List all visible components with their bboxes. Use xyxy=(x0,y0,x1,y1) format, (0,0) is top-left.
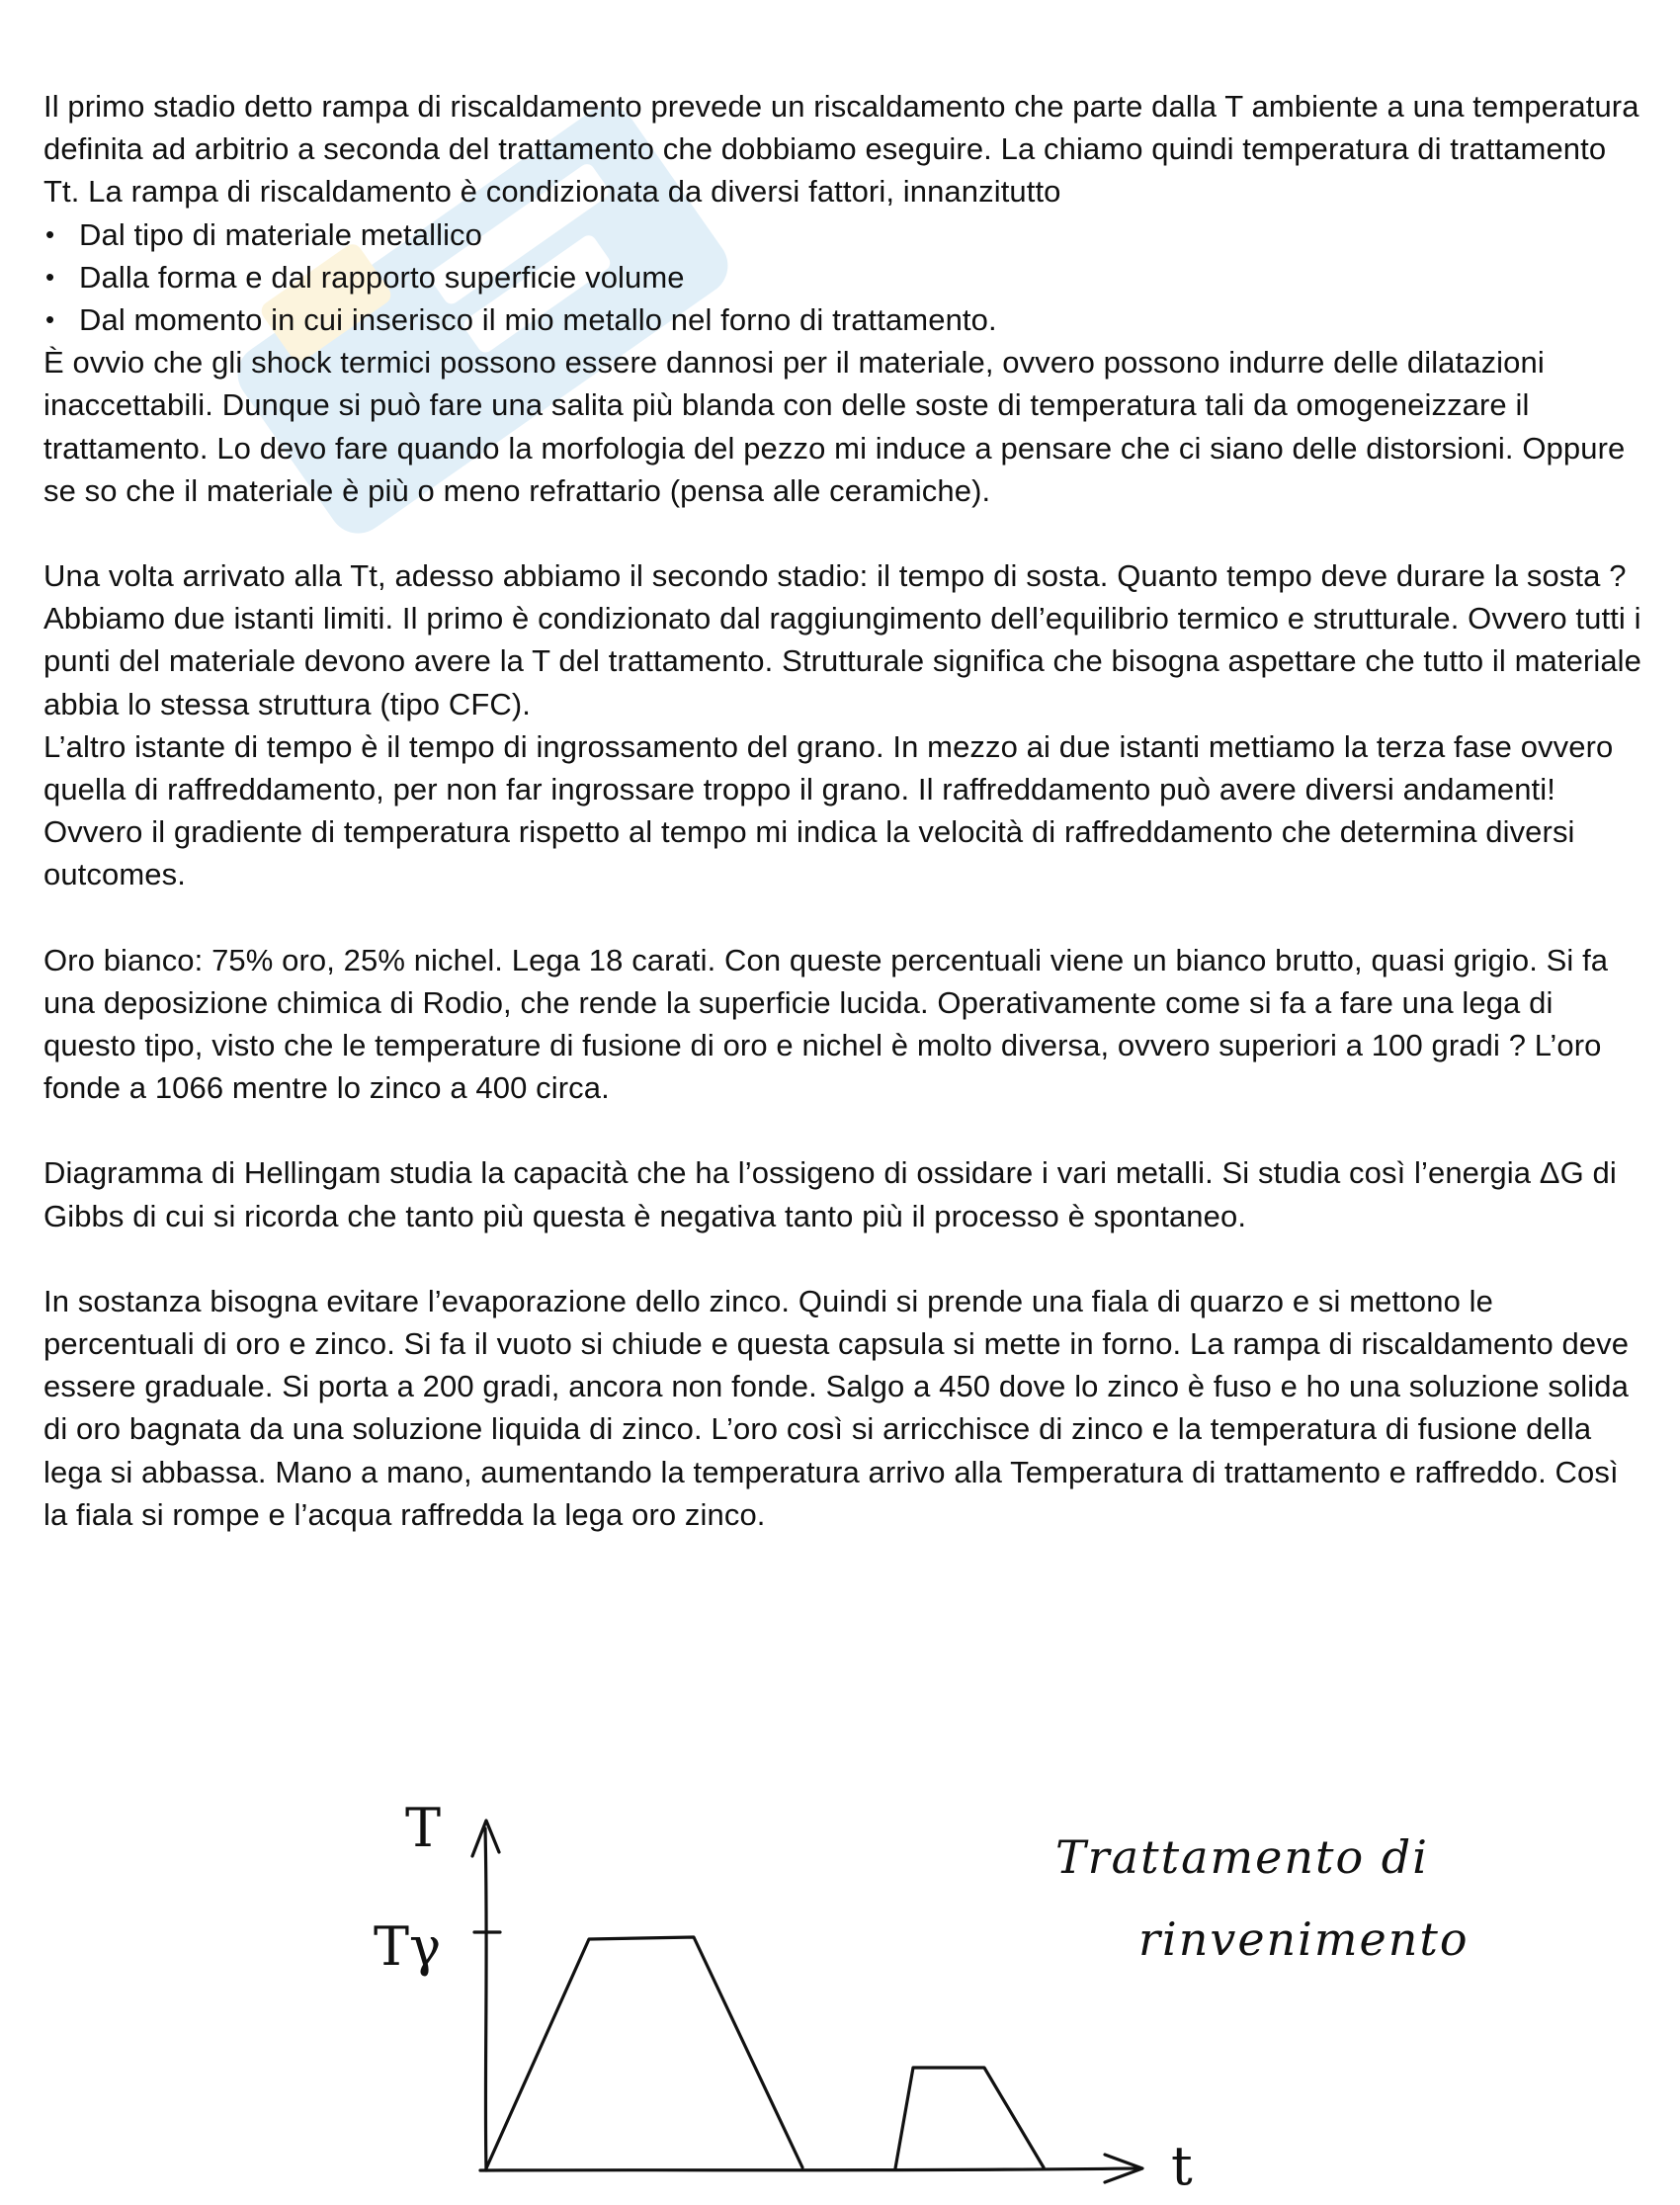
y-axis-label: T xyxy=(405,1797,442,1859)
paragraph-zinc-evaporation: In sostanza bisogna evitare l’evaporazione dello zinco. Quindi si prende una fiala di quarzo e si mettono le percentuali di oro e zinco. Si fa il vuoto si chiude e questa capsula si mette in forno. La rampa di riscaldamento deve essere graduale. Si porta a 200 gradi, ancora non fonde. Salgo a 450 dove lo zinco è fuso e ho una soluzione solida di oro bagnata da una soluzione liquida di zinco. L’oro così si arricchisce di zinco e la temperatura di fusione della lega si abbassa. Mano a mano, aumentando la temperatura arrivo alla Temperatura di trattamento e raffreddo. Così la fiala si rompe e l’acqua raffredda la lega oro zinco. xyxy=(43,1283,1630,1532)
x-axis-arrowhead xyxy=(1105,2155,1142,2182)
factor-list xyxy=(43,213,1644,342)
sketch-title-line1: Trattamento di xyxy=(1055,1830,1429,1884)
paragraph-grain-growth: L’altro istante di tempo è il tempo di ingrossamento del grano. In mezzo ai due istanti mettiamo la terza fase ovvero quella di raffreddamento, per non far ingrossare troppo il grano. Il raffreddamento può avere diversi andamenti! Ovvero il gradiente di temperatura rispetto al tempo mi indica la velocità di raffreddamento che determina diversi outcomes. xyxy=(43,728,1614,892)
paragraph-holding-time: Una volta arrivato alla Tt, adesso abbiamo il secondo stadio: il tempo di sosta. Quanto tempo deve durare la sosta ? Abbiamo due istanti limiti. Il primo è condizionato dal raggiungimento dell’equilibrio termico e strutturale. Ovvero tutti i punti del materiale devono avere la T del trattamento. Strutturale significa che bisogna aspettare che tutto il materiale abbia lo stessa struttura (tipo CFC). xyxy=(43,558,1641,721)
treatment-curve-2 xyxy=(895,2068,1044,2168)
y-axis xyxy=(485,1828,486,2170)
paragraph-heating-ramp: Il primo stadio detto rampa di riscaldamento prevede un riscaldamento che parte dalla T ambiente a una temperatura definita ad arbitrio a seconda del trattamento che dobbiamo eseguire. La chiamo quindi temperatura di trattamento Tt. La rampa di riscaldamento è condizionata da diversi fattori, innanzitutto xyxy=(43,89,1639,210)
list-item: • Dal tipo di materiale metallico xyxy=(43,213,1644,256)
y-tick-label: Tγ xyxy=(374,1915,442,1978)
treatment-curve-1 xyxy=(486,1937,802,2168)
x-axis xyxy=(480,2168,1136,2170)
y-axis-arrowhead xyxy=(472,1821,499,1856)
list-item: • Dalla forma e dal rapporto superficie volume xyxy=(43,256,1644,298)
sketch-title-line2: rinvenimento xyxy=(1138,1912,1470,1966)
paragraph-ellingham: Diagramma di Hellingam studia la capacità che ha l’ossigeno di ossidare i vari metalli. Si studia così l’energia ΔG di Gibbs di cui si ricorda che tanto più questa è negativa tanto più il processo è spontaneo. xyxy=(43,1155,1617,1233)
x-axis-label: t xyxy=(1171,2135,1193,2197)
document-body xyxy=(43,85,1644,1536)
paragraph-white-gold: Oro bianco: 75% oro, 25% nichel. Lega 18 carati. Con queste percentuali viene un bianco brutto, quasi grigio. Si fa una deposizione chimica di Rodio, che rende la superficie lucida. Operativamente come si fa a fare una lega di questo tipo, visto che le temperature di fusione di oro e nichel è molto diversa, ovvero superiori a 100 gradi ? L’oro fonde a 1066 mentre lo zinco a 400 circa. xyxy=(43,942,1609,1106)
list-item: • Dal momento in cui inserisco il mio metallo nel forno di trattamento. xyxy=(43,298,1644,341)
paragraph-thermal-shock: È ovvio che gli shock termici possono essere dannosi per il materiale, ovvero possono indurre delle dilatazioni inaccettabili. Dunque si può fare una salita più blanda con delle soste di temperatura tali da omogeneizzare il trattamento. Lo devo fare quando la morfologia del pezzo mi induce a pensare che ci siano delle distorsioni. Oppure se so che il materiale è più o meno refrattario (pensa alle ceramiche). xyxy=(43,345,1626,508)
